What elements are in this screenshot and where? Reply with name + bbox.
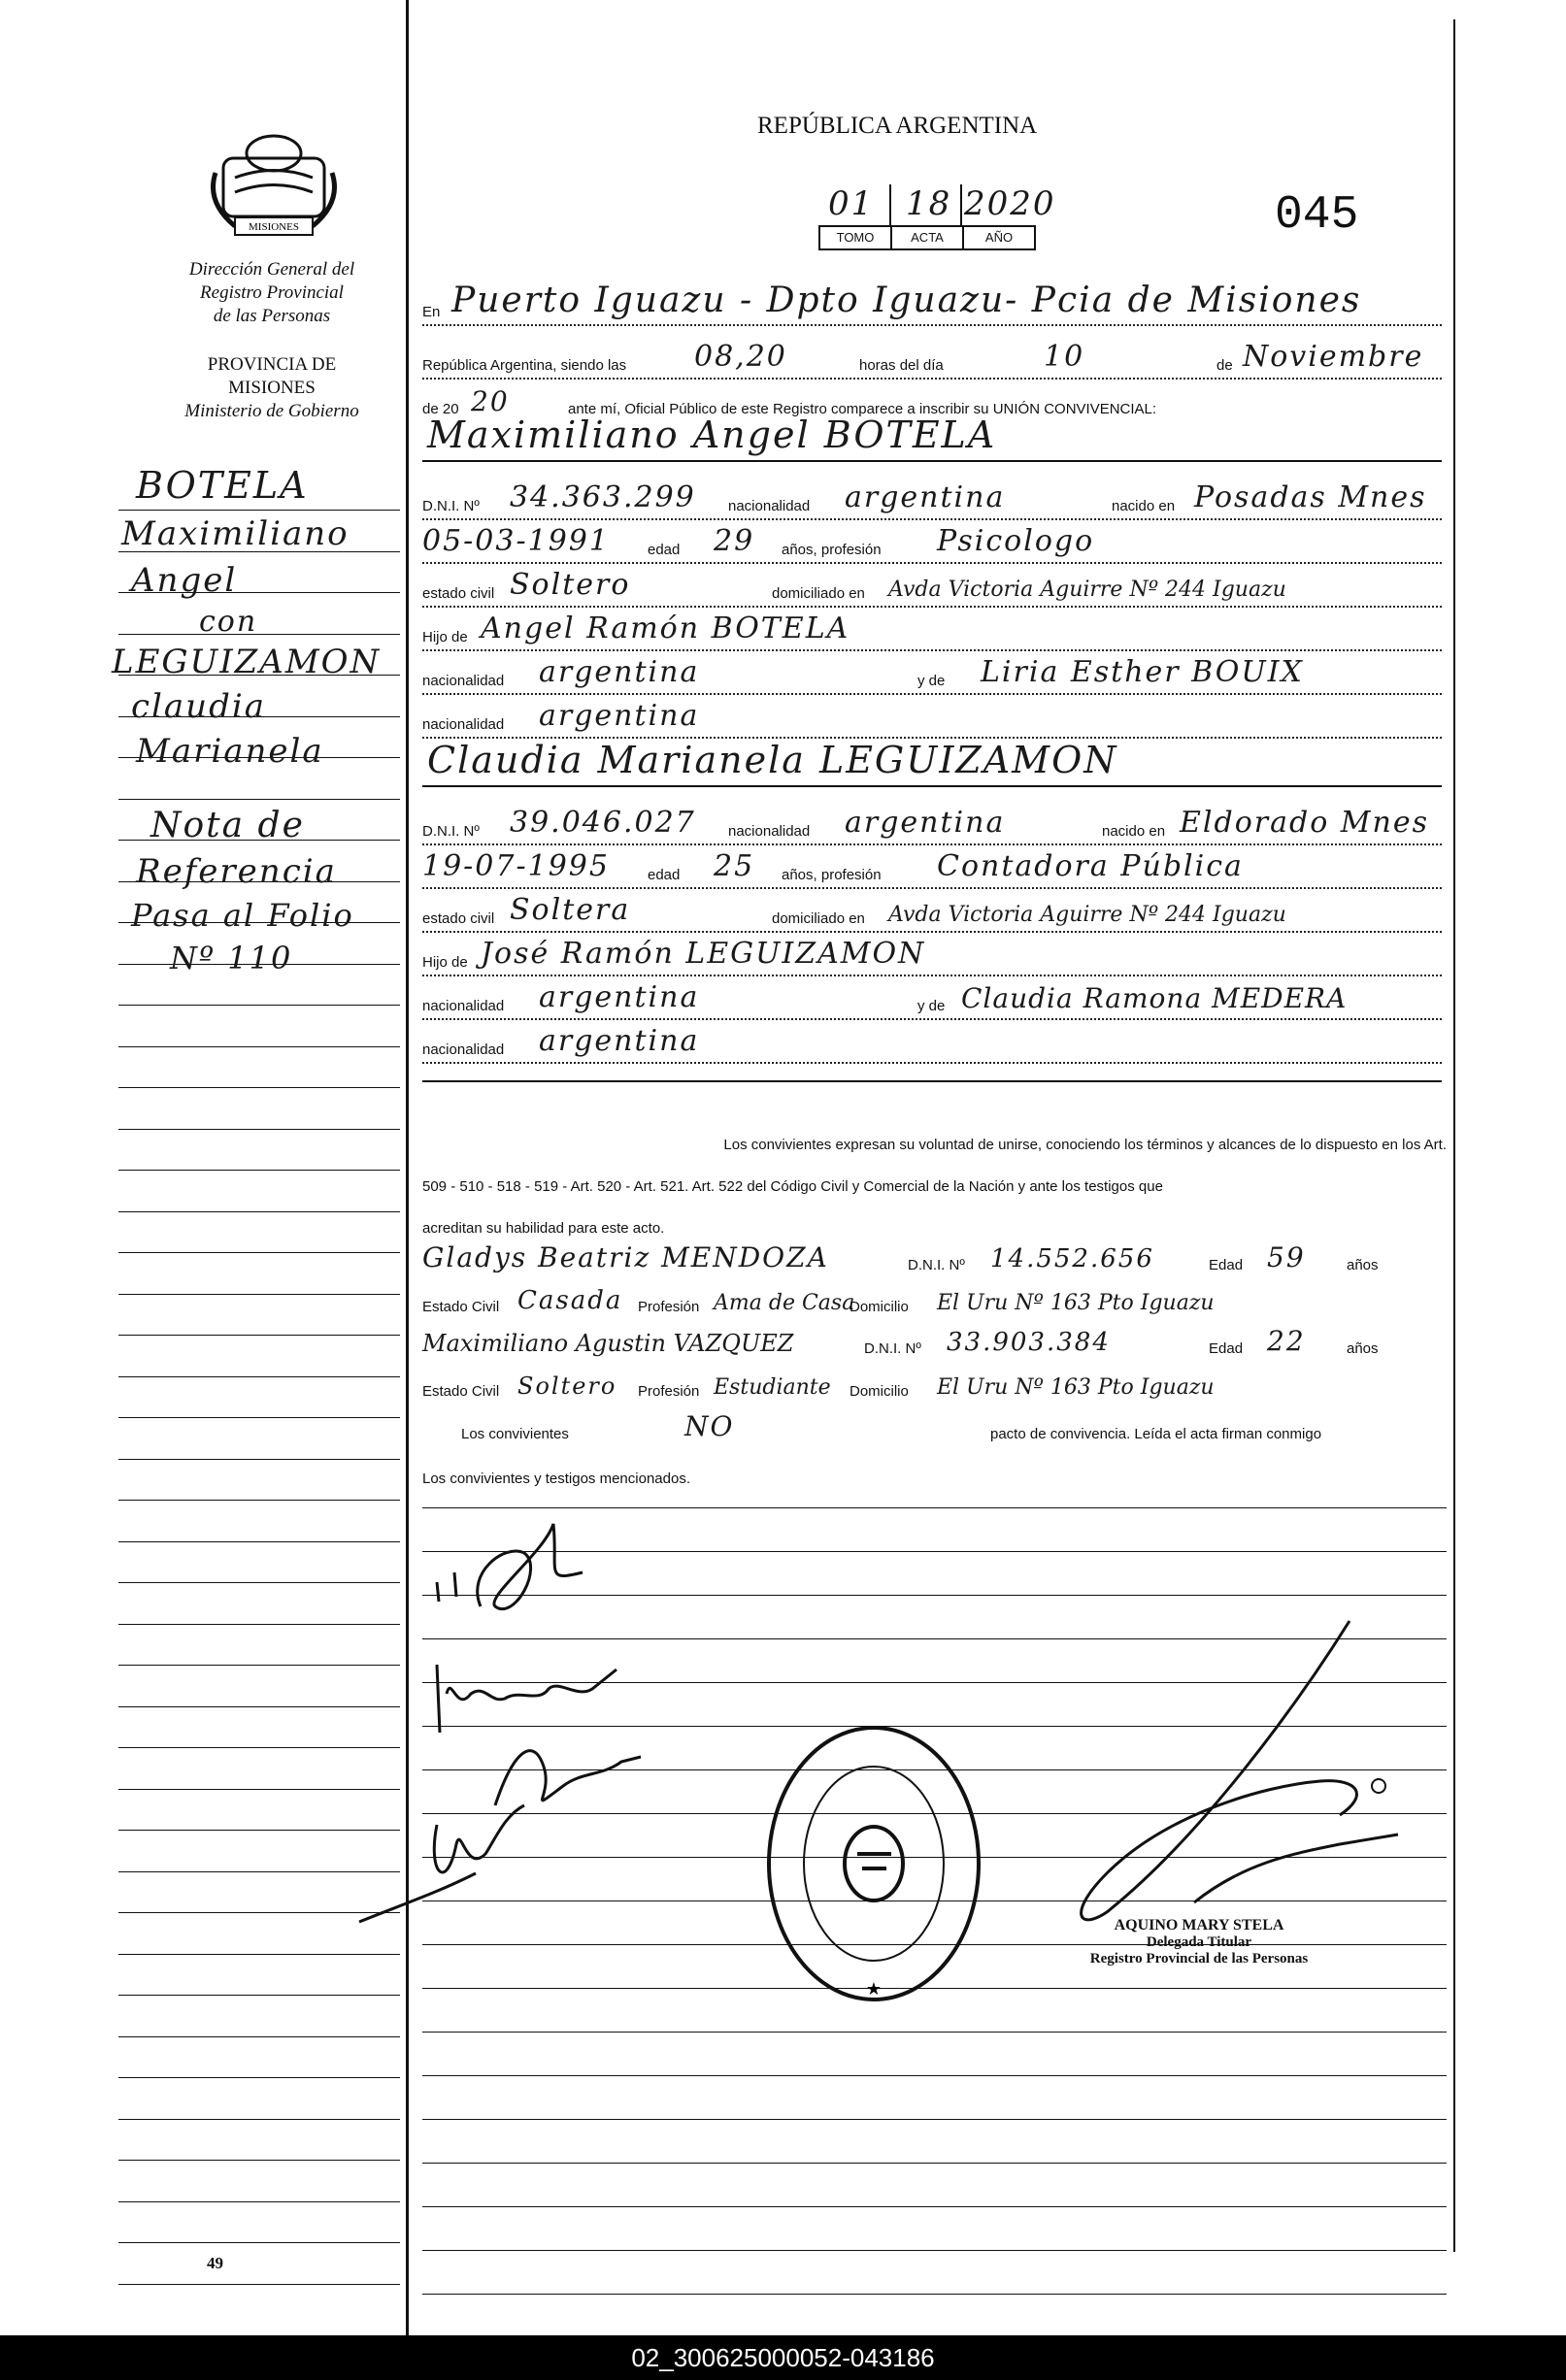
sidebar-rule	[118, 1500, 400, 1501]
seal-icon	[765, 1723, 983, 2004]
sidebar-rule	[118, 634, 400, 635]
pacto-value: NO	[684, 1410, 735, 1442]
person1-father-nationality: argentina	[539, 655, 700, 689]
witness1-detail-row	[422, 1276, 1442, 1319]
witness2-age: 22	[1267, 1325, 1306, 1357]
nacionalidad-label: nacionalidad	[422, 998, 505, 1014]
year-prefix: de 20	[422, 401, 459, 417]
estado-civil-label: estado civil	[422, 910, 495, 927]
sidebar-rule	[118, 2201, 400, 2202]
person1-dni-row	[422, 476, 1442, 520]
witness1-row	[422, 1235, 1442, 1277]
declaration-line-3: acreditan su habilidad para este acto.	[422, 1220, 665, 1237]
margin-note: Referencia	[136, 852, 337, 891]
witness2-row	[422, 1318, 1442, 1361]
signature-rule	[422, 1507, 1447, 1508]
place-row	[422, 281, 1442, 326]
person1-age: 29	[714, 524, 755, 558]
acta-label: ACTA	[892, 227, 964, 248]
person2-civil-row	[422, 888, 1442, 933]
person2-name: Claudia Marianela LEGUIZAMON	[427, 739, 1118, 781]
edad-label: edad	[648, 542, 681, 558]
person2-birthplace: Eldorado Mnes	[1180, 806, 1429, 840]
person1-birth-row	[422, 519, 1442, 564]
person1-mother: Liria Esther BOUIX	[981, 655, 1304, 689]
month-value: Noviembre	[1243, 340, 1424, 374]
page-number: 49	[207, 2254, 223, 2272]
acta-value: 18	[906, 184, 952, 223]
witness1-name: Gladys Beatriz MENDOZA	[422, 1241, 829, 1273]
person1-dni: 34.363.299	[510, 480, 696, 514]
witness2-profession: Estudiante	[714, 1375, 831, 1400]
person1-mother-row	[422, 650, 1442, 695]
margin-note: BOTELA	[136, 464, 309, 507]
witness-edad-label: Edad	[1209, 1340, 1244, 1357]
person2-mother-nat-row	[422, 1019, 1442, 1064]
footer-bar	[0, 2335, 1566, 2380]
signature-officer	[1049, 1611, 1437, 1951]
person2-address: Avda Victoria Aguirre Nº 244 Iguazu	[888, 903, 1286, 927]
person2-mother-nationality: argentina	[539, 1024, 700, 1058]
sidebar-rule	[118, 510, 400, 511]
tomo-label: TOMO	[820, 227, 892, 248]
sidebar-rule	[118, 1294, 400, 1295]
signature-party-1	[427, 1514, 621, 1640]
folio-number: 045	[1275, 189, 1359, 242]
dni-label: D.N.I. Nº	[422, 498, 480, 514]
sidebar-rule	[118, 2036, 400, 2037]
person2-age: 25	[714, 849, 755, 883]
signature-rule	[422, 2294, 1447, 2295]
nacionalidad-label: nacionalidad	[728, 823, 811, 840]
witness-estado-label: Estado Civil	[422, 1383, 500, 1400]
year-suffix: 20	[471, 385, 510, 417]
sidebar-rule	[118, 2077, 400, 2078]
person2-birthdate: 19-07-1995	[422, 849, 610, 883]
person2-father-nationality: argentina	[539, 980, 700, 1014]
anos-profesion-label: años, profesión	[782, 867, 882, 883]
day-value: 10	[1044, 340, 1085, 374]
section-rule	[422, 1080, 1442, 1082]
org-line-3: de las Personas	[213, 306, 331, 326]
dni-label: D.N.I. Nº	[422, 823, 480, 840]
witness1-age: 59	[1267, 1241, 1306, 1273]
person2-dni-row	[422, 801, 1442, 845]
official-text: ante mí, Oficial Público de este Registro comparece a inscribir su UNIÓN CONVIVENCIAL:	[568, 401, 1157, 417]
witness1-profession: Ama de Casa	[714, 1291, 855, 1315]
hijo-label: Hijo de	[422, 629, 468, 645]
person1-nationality: argentina	[845, 480, 1006, 514]
person1-mother-nationality: argentina	[539, 699, 700, 733]
witness2-name: Maximiliano Agustin VAZQUEZ	[422, 1330, 794, 1357]
sidebar-rule	[118, 2119, 400, 2120]
person1-profession: Psicologo	[937, 524, 1095, 558]
domicilio-label: domiciliado en	[772, 910, 865, 927]
sidebar-rule	[118, 2160, 400, 2161]
sidebar-rule	[118, 1417, 400, 1418]
tomo-value: 01	[828, 184, 875, 223]
sidebar-province-block	[146, 353, 398, 423]
sidebar-rule	[118, 1005, 400, 1006]
person2-father-row	[422, 932, 1442, 976]
witness2-dni: 33.903.384	[947, 1328, 1111, 1357]
convivientes-label: Los convivientes	[461, 1426, 569, 1442]
domicilio-label: domiciliado en	[772, 585, 865, 602]
declaration	[422, 1124, 1447, 1249]
witness1-dni: 14.552.656	[990, 1244, 1154, 1273]
province-line-1: PROVINCIA DE	[207, 354, 337, 375]
svg-text:★: ★	[865, 1979, 883, 1999]
anio-value: 2020	[964, 184, 1056, 223]
person2-name-row	[422, 739, 1442, 787]
nacido-label: nacido en	[1102, 823, 1166, 840]
sidebar-rule	[118, 1376, 400, 1377]
sidebar-rule	[118, 1459, 400, 1460]
sidebar-rule	[118, 1129, 400, 1130]
margin-note: LEGUIZAMON	[112, 643, 382, 681]
person1-name-row	[422, 413, 1442, 462]
witness2-detail-row	[422, 1361, 1442, 1404]
horas-label: horas del día	[859, 357, 944, 374]
date-row	[422, 335, 1442, 380]
witness-domicilio-label: Domicilio	[850, 1383, 909, 1400]
province-line-2: MISIONES	[228, 378, 316, 398]
en-label: En	[422, 304, 441, 320]
left-margin-rule	[406, 0, 409, 2339]
sidebar-rule	[118, 1541, 400, 1542]
nacionalidad-label: nacionalidad	[422, 716, 505, 733]
sidebar-rule	[118, 1252, 400, 1253]
person2-dni: 39.046.027	[510, 806, 696, 840]
signature-rule	[422, 2032, 1447, 2033]
person1-name: Maximiliano Angel BOTELA	[427, 413, 997, 456]
person2-mother-row	[422, 975, 1442, 1020]
nacionalidad-label: nacionalidad	[422, 673, 505, 689]
time-value: 08,20	[694, 340, 787, 374]
registry-number-box	[818, 184, 1056, 250]
witness-profesion-label: Profesión	[638, 1299, 700, 1315]
nacionalidad-label: nacionalidad	[422, 1041, 505, 1058]
declaration-line-1: Los convivientes expresan su voluntad de unirse, conociendo los términos y alcances de lo dispuesto en los Art.	[723, 1137, 1447, 1153]
signature-witness-2	[350, 1786, 544, 1932]
sidebar-rule	[118, 1954, 400, 1955]
provincial-emblem	[206, 124, 342, 246]
officer-office: Registro Provincial de las Personas	[1089, 1951, 1309, 1967]
sidebar-rule	[118, 1211, 400, 1212]
sidebar-rule	[118, 1995, 400, 1996]
margin-note: Maximiliano	[121, 514, 350, 553]
person1-address: Avda Victoria Aguirre Nº 244 Iguazu	[888, 578, 1286, 602]
sidebar-rule	[118, 2284, 400, 2285]
emblem-text: MISIONES	[249, 221, 299, 233]
officer-name: AQUINO MARY STELA	[1114, 1917, 1284, 1934]
ministry-label: Ministerio de Gobierno	[184, 401, 359, 421]
witness-estado-label: Estado Civil	[422, 1299, 500, 1315]
emblem-icon	[206, 124, 342, 246]
sidebar-rule	[118, 1665, 400, 1666]
person1-father: Angel Ramón BOTELA	[481, 612, 850, 645]
person2-mother: Claudia Ramona MEDERA	[961, 982, 1348, 1014]
de-label: de	[1216, 357, 1233, 374]
person1-birthdate: 05-03-1991	[422, 524, 610, 558]
anio-label: AÑO	[984, 230, 1014, 245]
person1-mother-nat-row	[422, 694, 1442, 739]
person2-profession: Contadora Pública	[937, 849, 1244, 883]
margin-note: Marianela	[136, 732, 324, 771]
signature-rule	[422, 2250, 1447, 2251]
witness-dni-label: D.N.I. Nº	[864, 1340, 921, 1357]
sidebar-rule	[118, 2242, 400, 2243]
org-line-1: Dirección General del	[188, 259, 355, 280]
person1-civil-status: Soltero	[510, 568, 631, 602]
hijo-label: Hijo de	[422, 954, 468, 971]
witness-edad-label: Edad	[1209, 1257, 1244, 1273]
place-value: Puerto Iguazu - Dpto Iguazu- Pcia de Misiones	[451, 281, 1362, 320]
republica-label: República Argentina, siendo las	[422, 357, 627, 374]
witness-dni-label: D.N.I. Nº	[908, 1257, 965, 1273]
nacionalidad-label: nacionalidad	[728, 498, 811, 514]
signature-rule	[422, 2206, 1447, 2207]
declaration-line-2: 509 - 510 - 518 - 519 - Art. 520 - Art. 521. Art. 522 del Código Civil y Comercial de la Nación y ante los testigos que	[422, 1178, 1163, 1195]
country-title: REPÚBLICA ARGENTINA	[757, 113, 1038, 139]
anos-profesion-label: años, profesión	[782, 542, 882, 558]
person2-civil-status: Soltera	[510, 893, 631, 927]
margin-note: claudia	[131, 687, 266, 726]
signature-rule	[422, 2119, 1447, 2120]
closing-text: Los convivientes y testigos mencionados.	[422, 1471, 690, 1487]
witness2-address: El Uru Nº 163 Pto Iguazu	[937, 1375, 1215, 1400]
sidebar-rule	[118, 1747, 400, 1748]
officer-title: Delegada Titular	[1146, 1934, 1252, 1950]
right-margin-rule	[1453, 19, 1455, 2252]
sidebar-rule	[118, 799, 400, 800]
sidebar-rule	[118, 1087, 400, 1088]
person2-father: José Ramón LEGUIZAMON	[481, 937, 926, 971]
signature-rule	[422, 2075, 1447, 2076]
document-id: 02_300625000052-043186	[631, 2343, 935, 2372]
sidebar-rule	[118, 1046, 400, 1047]
witness2-civil-status: Soltero	[517, 1372, 617, 1400]
sidebar-rule	[118, 1582, 400, 1583]
witness-domicilio-label: Domicilio	[850, 1299, 909, 1315]
person1-birthplace: Posadas Mnes	[1194, 480, 1427, 514]
sidebar-rule	[118, 1624, 400, 1625]
person1-civil-row	[422, 563, 1442, 608]
org-line-2: Registro Provincial	[200, 282, 344, 303]
person2-birth-row	[422, 844, 1442, 889]
official-seal	[765, 1723, 983, 2004]
margin-note: Nota de	[150, 806, 305, 845]
nacido-label: nacido en	[1112, 498, 1176, 514]
witness1-address: El Uru Nº 163 Pto Iguazu	[937, 1291, 1215, 1315]
sidebar-rule	[118, 1335, 400, 1336]
sidebar-rule	[118, 1170, 400, 1171]
margin-note: Pasa al Folio	[131, 897, 354, 934]
sidebar-org-block	[146, 258, 398, 328]
witness-anos-label: años	[1347, 1257, 1379, 1273]
pacto-row	[422, 1404, 1442, 1446]
person1-father-row	[422, 607, 1442, 651]
margin-note: Angel	[131, 561, 238, 600]
pacto-text: pacto de convivencia. Leída el acta firman conmigo	[990, 1426, 1322, 1442]
estado-civil-label: estado civil	[422, 585, 495, 602]
edad-label: edad	[648, 867, 681, 883]
yde-label: y de	[917, 998, 946, 1014]
witness1-civil-status: Casada	[517, 1286, 623, 1315]
person2-nationality: argentina	[845, 806, 1006, 840]
margin-note: con	[199, 605, 258, 639]
witness-profesion-label: Profesión	[638, 1383, 700, 1400]
yde-label: y de	[917, 673, 946, 689]
margin-note: Nº 110	[170, 940, 293, 976]
signature-rule	[422, 2163, 1447, 2164]
sidebar-rule	[118, 1706, 400, 1707]
witness-anos-label: años	[1347, 1340, 1379, 1357]
officer-block	[1044, 1917, 1354, 1967]
